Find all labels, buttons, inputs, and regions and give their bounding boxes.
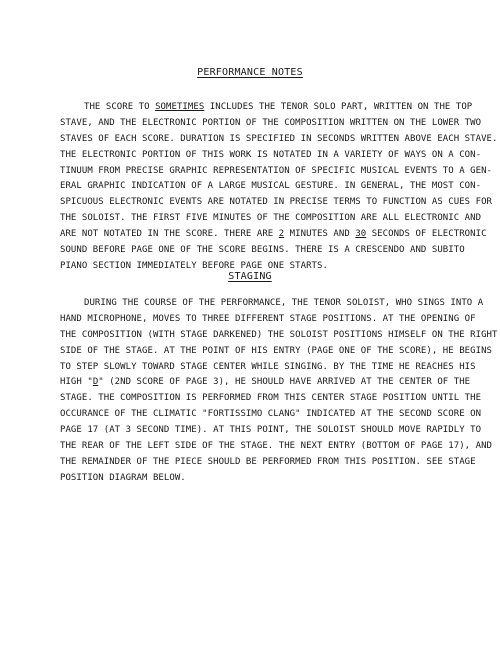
text-span: SECONDS OF ELECTRONIC — [366, 229, 487, 240]
performance-notes-heading: PERFORMANCE NOTES — [197, 67, 303, 78]
text-line: TO STEP SLOWLY TOWARD STAGE CENTER WHILE SINGING. BY THE TIME HE REACHES HIS — [60, 361, 476, 372]
minutes-value: 2 — [278, 229, 285, 240]
seconds-value: 30 — [355, 229, 367, 240]
text-line — [60, 227, 487, 243]
performance-notes-paragraph — [60, 100, 498, 275]
text-span: THE SCORE TO — [84, 102, 156, 112]
text-line — [60, 375, 471, 391]
text-line: STAVES OF EACH SCORE. DURATION IS SPECIFIED IN SECONDS WRITTEN ABOVE EACH STAVE. — [60, 133, 498, 144]
text-span: " (2ND SCORE OF PAGE 3), HE SHOULD HAVE ARRIVED AT THE CENTER OF THE — [98, 377, 471, 388]
text-line — [60, 100, 473, 116]
text-line: THE ELECTRONIC PORTION OF THIS WORK IS NOTATED IN A VARIETY OF WAYS ON A CON- — [60, 149, 482, 160]
text-span: ARE NOT NOTATED IN THE SCORE. THERE ARE — [60, 229, 279, 240]
text-line: HAND MICROPHONE, MOVES TO THREE DIFFERENT STAGE POSITIONS. AT THE OPENING OF — [60, 313, 476, 324]
text-line: SPICUOUS ELECTRONIC EVENTS ARE NOTATED IN PRECISE TERMS TO FUNCTION AS CUES FOR — [60, 197, 493, 208]
text-span: MINUTES AND — [284, 229, 356, 240]
note-name: D — [92, 377, 99, 388]
text-line: STAVE, AND THE ELECTRONIC PORTION OF THE COMPOSITION WRITTEN ON THE LOWER TWO — [60, 117, 482, 128]
staging-paragraph — [60, 296, 498, 487]
text-line: DURING THE COURSE OF THE PERFORMANCE, THE TENOR SOLOIST, WHO SINGS INTO A — [84, 298, 484, 308]
text-line: PIANO SECTION IMMEDIATELY BEFORE PAGE ONE STARTS. — [60, 260, 328, 271]
text-line: SIDE OF THE STAGE. AT THE POINT OF HIS ENTRY (PAGE ONE OF THE SCORE), HE BEGINS — [60, 345, 493, 356]
text-line: THE REAR OF THE LEFT SIDE OF THE STAGE. THE NEXT ENTRY (BOTTOM OF PAGE 17), AND — [60, 441, 493, 452]
text-span: HIGH " — [60, 377, 93, 388]
text-line: TINUUM FROM PRECISE GRAPHIC REPRESENTATION OF SPECIFIC MUSICAL EVENTS TO A GEN- — [60, 165, 493, 176]
work-title: SOMETIMES — [155, 102, 205, 112]
text-line: ERAL GRAPHIC INDICATION OF A LARGE MUSICAL GESTURE. IN GENERAL, THE MOST CON- — [60, 181, 482, 192]
text-line: PAGE 17 (AT 3 SECOND TIME). AT THIS POINT, THE SOLOIST SHOULD MOVE RAPIDLY TO — [60, 425, 482, 436]
text-line: THE SOLOIST. THE FIRST FIVE MINUTES OF THE COMPOSITION ARE ALL ELECTRONIC AND — [60, 213, 482, 224]
text-span: INCLUDES THE TENOR SOLO PART, WRITTEN ON THE TOP — [204, 102, 473, 112]
text-line: THE COMPOSITION (WITH STAGE DARKENED) THE SOLOIST POSITIONS HIMSELF ON THE RIGHT — [60, 329, 498, 340]
text-line: POSITION DIAGRAM BELOW. — [60, 472, 186, 483]
staging-heading: STAGING — [228, 271, 272, 282]
text-line: STAGE. THE COMPOSITION IS PERFORMED FROM THIS CENTER STAGE POSITION UNTIL THE — [60, 393, 482, 404]
text-line: SOUND BEFORE PAGE ONE OF THE SCORE BEGINS. THERE IS A CRESCENDO AND SUBITO — [60, 245, 465, 256]
text-line: OCCURANCE OF THE CLIMATIC "FORTISSIMO CLANG" INDICATED AT THE SECOND SCORE ON — [60, 409, 482, 420]
text-line: THE REMAINDER OF THE PIECE SHOULD BE PERFORMED FROM THIS POSITION. SEE STAGE — [60, 456, 476, 467]
